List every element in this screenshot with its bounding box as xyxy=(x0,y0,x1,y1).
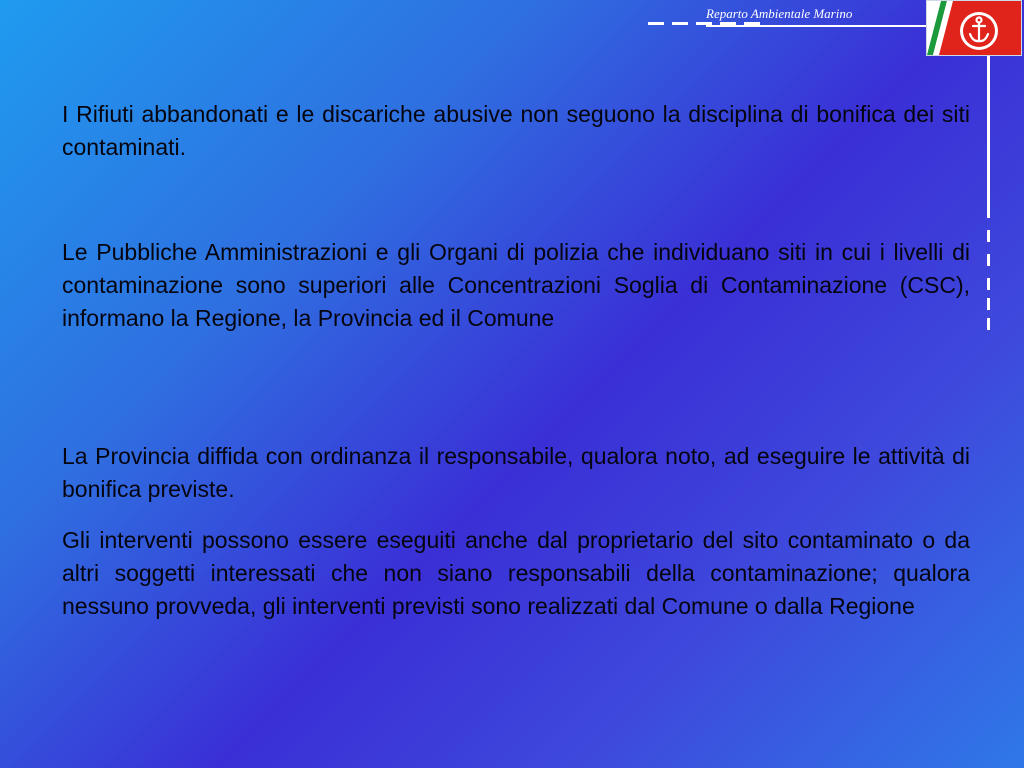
paragraph-interventi: Gli interventi possono essere eseguiti anche dal proprietario del sito contaminato o da altri soggetti interessati che non siano responsabili della contaminazione; qualora nessuno provveda, gli interventi previsti sono realizzati dal Comune o dalla Regione xyxy=(62,527,970,619)
logo xyxy=(926,0,1022,56)
side-dash xyxy=(987,254,990,266)
paragraph-pubbliche-amministrazioni: Le Pubbliche Amministrazioni e gli Organi di polizia che individuano siti in cui i livelli di contaminazione sono superiori alle Concentrazioni Soglia di Contaminazione (CSC), informano la Regione, la Provincia ed il Comune xyxy=(62,239,970,331)
side-dash xyxy=(987,318,990,330)
side-dash xyxy=(987,298,990,310)
paragraph-provincia: La Provincia diffida con ordinanza il responsabile, qualora noto, ad eseguire le attività di bonifica previste. xyxy=(62,443,970,502)
paragraph-rifiuti: I Rifiuti abbandonati e le discariche abusive non seguono la disciplina di bonifica dei siti contaminati. xyxy=(62,101,970,160)
side-dash xyxy=(987,230,990,242)
side-rule xyxy=(987,56,990,218)
anchor-emblem-icon xyxy=(927,1,1021,55)
header-rule xyxy=(706,25,926,27)
side-dash xyxy=(987,278,990,290)
header-title: Reparto Ambientale Marino xyxy=(706,6,853,21)
header-dash xyxy=(672,22,688,25)
header-dash xyxy=(648,22,664,25)
